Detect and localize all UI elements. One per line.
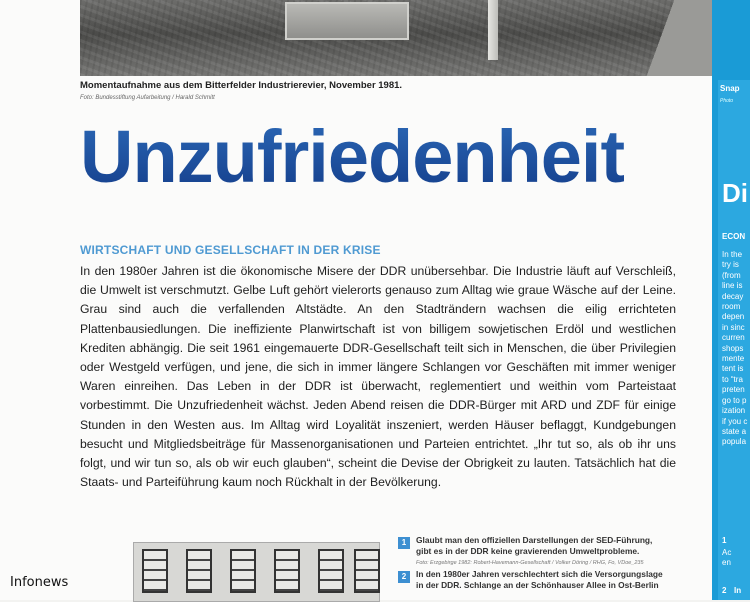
side-panel-english bbox=[712, 0, 750, 600]
note-number-badge: 1 bbox=[398, 537, 410, 549]
note-text: Glaubt man den offiziellen Darstellungen der SED-Führung, gibt es in der DDR keine gravierenden Umweltprobleme. bbox=[416, 535, 653, 556]
note-text: In den 1980er Jahren verschlechtert sich die Versorgungslage in der DDR. Schlange an der Schönhauser Allee in Ost-Berlin bbox=[416, 569, 663, 590]
note-item bbox=[398, 535, 663, 566]
side-note-text: In bbox=[734, 586, 742, 595]
side-caption: Snap bbox=[720, 84, 740, 93]
side-note-number: 2 bbox=[722, 586, 727, 595]
photo-window bbox=[354, 549, 380, 593]
photo-window bbox=[318, 549, 344, 593]
side-note-number: 1 bbox=[722, 536, 727, 545]
side-credit: Photo bbox=[720, 98, 734, 104]
photo-window bbox=[230, 549, 256, 593]
photo-window bbox=[186, 549, 212, 593]
side-body: In the try is (from line is decay room depen in sinc curren shops mente tent is to “tra preten go to p ization if you c state a popula bbox=[722, 250, 748, 447]
photo-window bbox=[142, 549, 168, 593]
note-number-badge: 2 bbox=[398, 571, 410, 583]
notes-list bbox=[398, 535, 663, 594]
note-item bbox=[398, 569, 663, 591]
photo-window bbox=[274, 549, 300, 593]
photo-caption: Momentaufnahme aus dem Bitterfelder Industrierevier, November 1981. bbox=[80, 80, 403, 91]
watermark: Infonews bbox=[10, 575, 69, 590]
side-heading: ECON bbox=[722, 232, 746, 241]
photo-planter bbox=[285, 2, 409, 40]
street-photo bbox=[133, 542, 380, 602]
photo-credit: Foto: Bundesstiftung Aufarbeitung / Harald Schmitt bbox=[80, 95, 215, 101]
industrial-photo bbox=[80, 0, 750, 76]
side-title: Di bbox=[722, 178, 748, 208]
page-title: Unzufriedenheit bbox=[80, 115, 625, 198]
photo-post bbox=[488, 0, 498, 60]
side-note-text: Ac en bbox=[722, 548, 732, 567]
note-credit: Foto: Erzgebirge 1982: Robert-Havemann-Gesellschaft / Volker Döring / RHG, Fo, VDoe_235 bbox=[416, 560, 644, 566]
section-heading: WIRTSCHAFT UND GESELLSCHAFT IN DER KRISE bbox=[80, 243, 381, 257]
body-text: In den 1980er Jahren ist die ökonomische Misere der DDR unübersehbar. Die Industrie läuft auf Verschleiß, die Umwelt ist verschmutzt. Gelbe Luft gehört vielerorts genauso zum Alltag wie graue Wäsche auf der Leine. Grau sind auch die verfallenden Altstädte. An den Stadträndern wachsen die eilig errichteten Plattenbausiedlungen. Die ineffiziente Planwirtschaft ist von billigem sowjetischen Erdöl und westlichen Krediten abhängig. Die seit 1961 eingemauerte DDR-Gesellschaft teilt sich in Menschen, die über Privilegien oder Westgeld verfügen, und jene, die sich in immer längere Schlangen vor Geschäften mit immer weniger Waren einreihen. Das Leben in der DDR ist überwacht, reglementiert und weithin vom Parteistaat vorbestimmt. Die Unzufriedenheit wächst. Jeden Abend reisen die DDR-Bürger mit ARD und ZDF für einige Stunden in den Westen aus. Im Alltag wird Loyalität inszeniert, werden Häuser beflaggt, Kundgebungen besucht und Mitgliedsbeiträge für Massenorganisationen und Parteien entrichtet. „Ihr tut so, als ob ihr uns folgt, und wir tun so, als ob wir euch glauben“, scheint die Devise der Obrigkeit zu lauten. Tatsächlich hat die Staats- und Parteiführung kaum noch Rückhalt in der Bevölkerung. bbox=[80, 264, 676, 490]
